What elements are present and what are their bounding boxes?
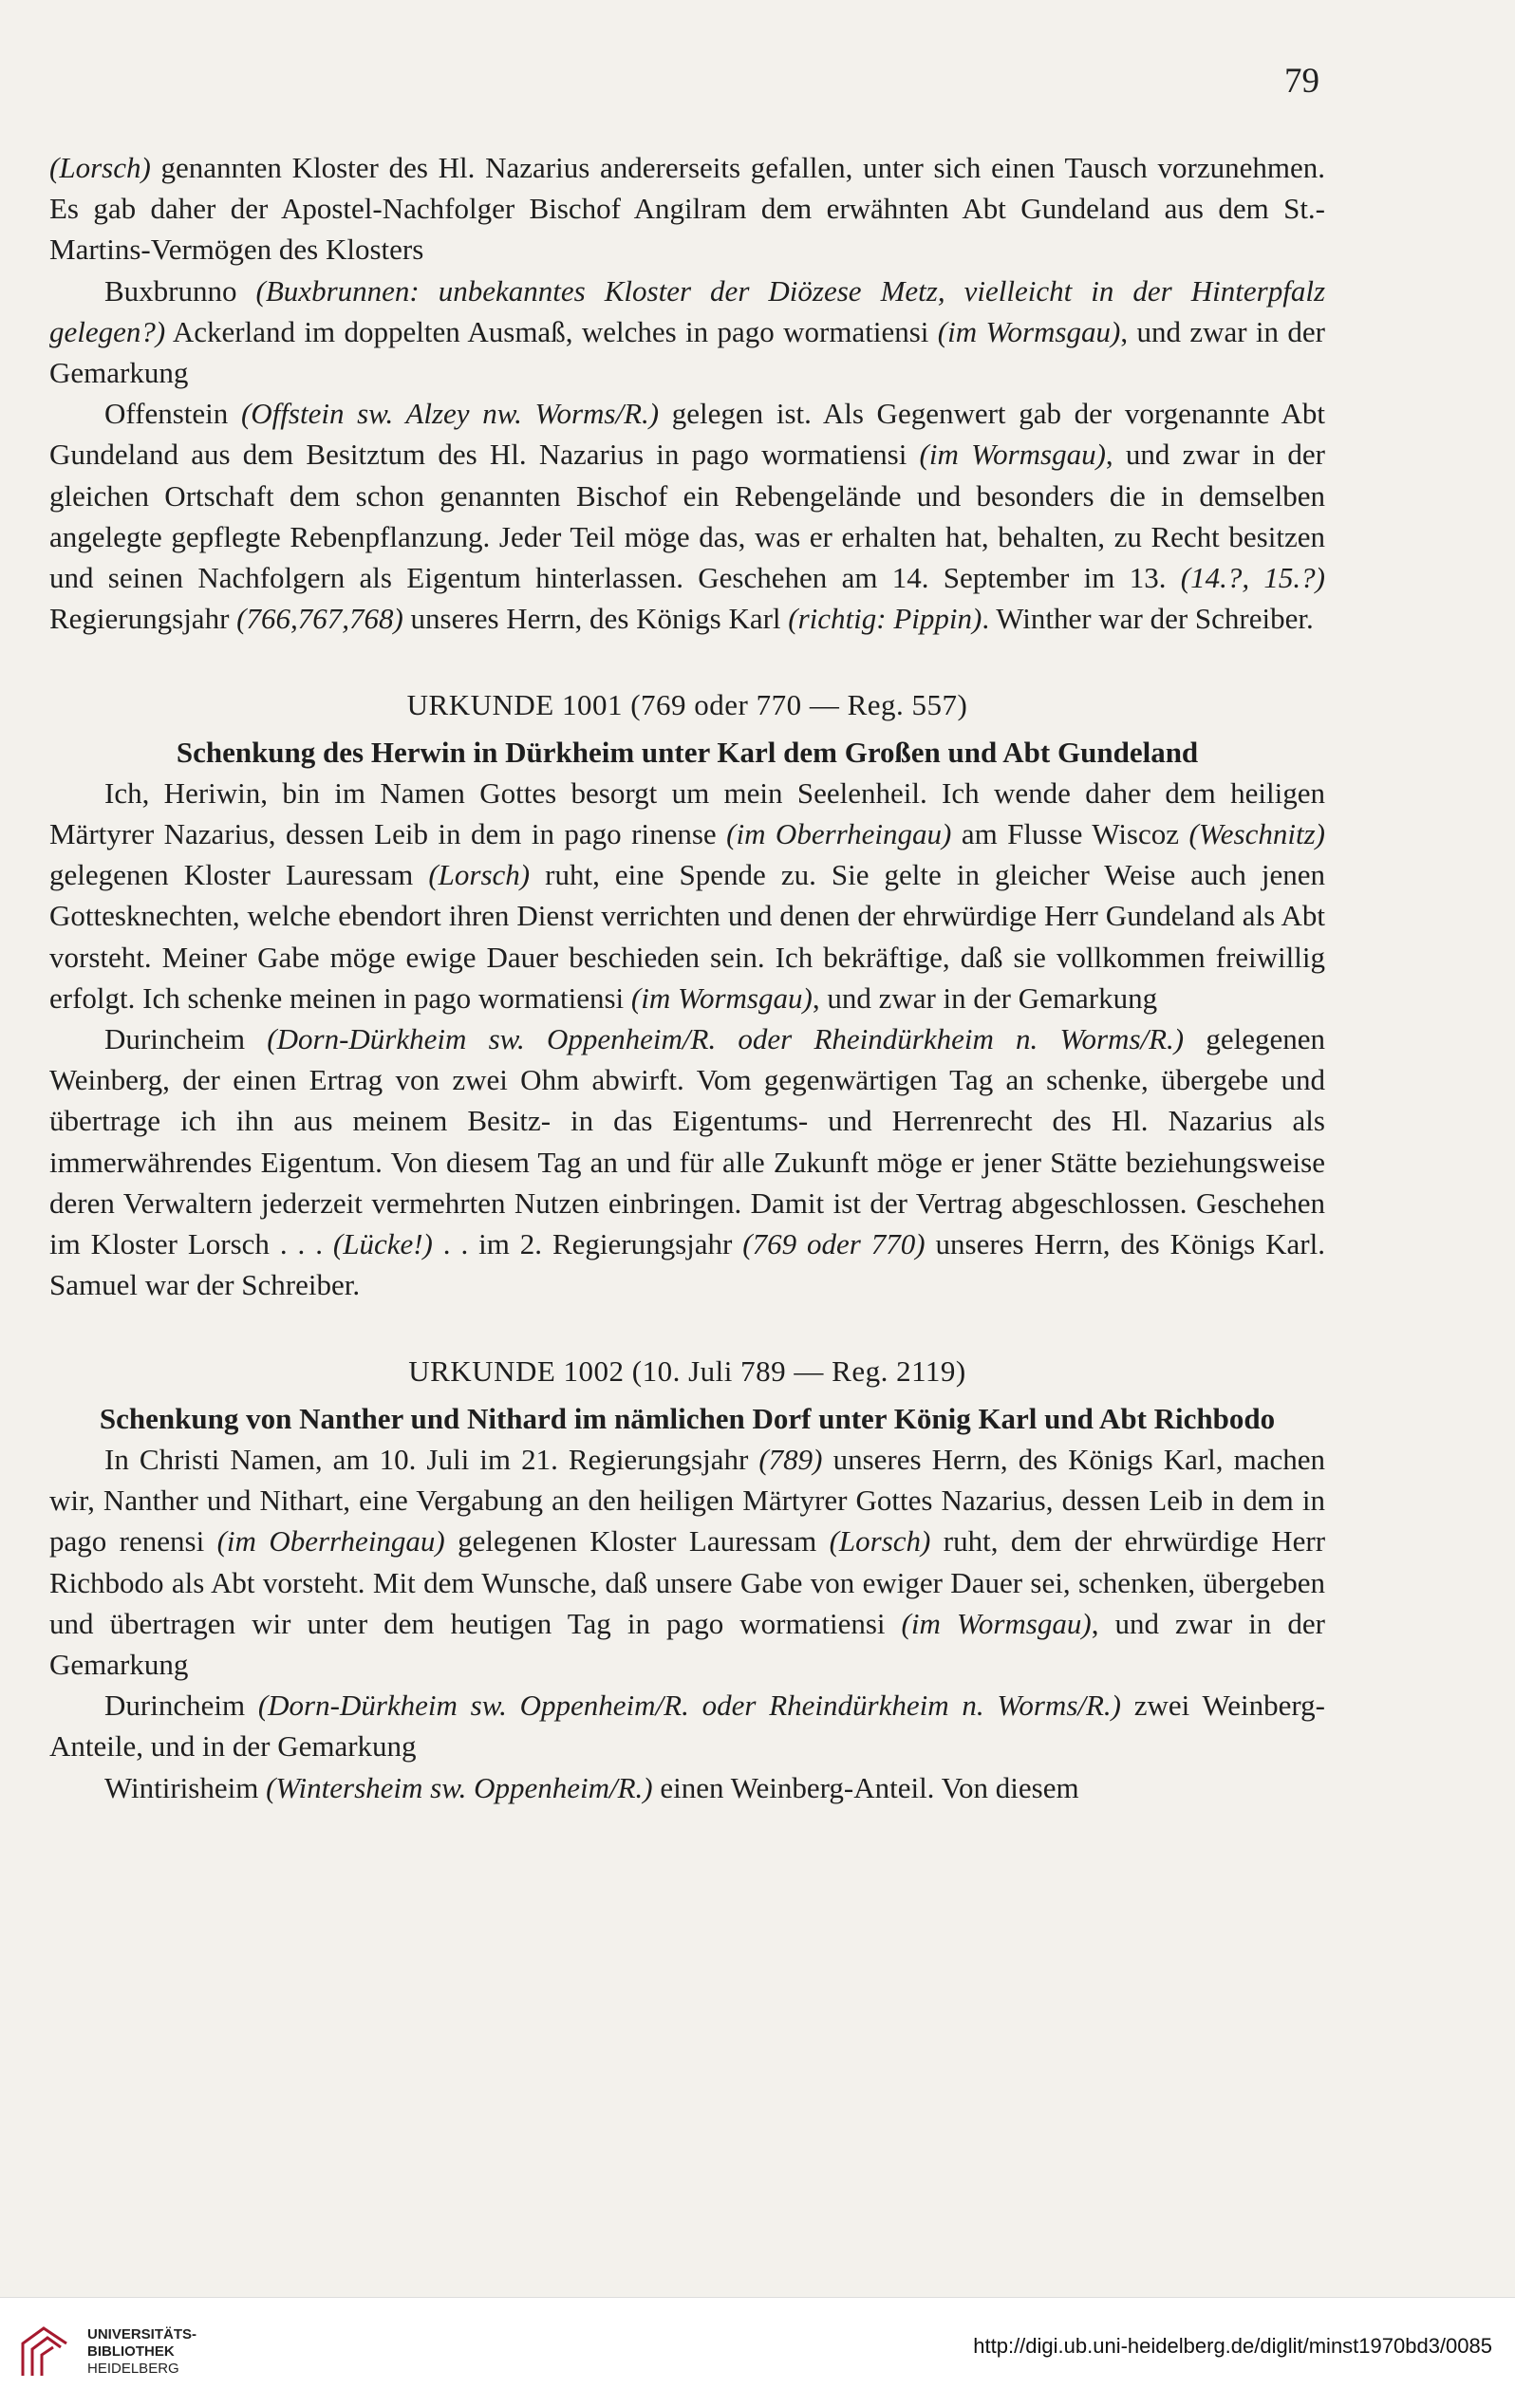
document-title: Schenkung von Nanther und Nithard im nämlichen Dorf unter König Karl und Abt Richbodo — [99, 1401, 1276, 1435]
document-title: Schenkung des Herwin in Dürkheim unter Karl dem Großen und Abt Gundeland — [176, 735, 1199, 769]
document-heading: URKUNDE 1001 (769 oder 770 — Reg. 557) — [406, 688, 968, 722]
university-library-logo-icon — [15, 2323, 74, 2381]
paragraph: Durincheim (Dorn-Dürkheim sw. Oppenheim/R. oder Rheindürkheim n. Worms/R.) gelegenen Weinberg, der einen Ertrag von zwei Ohm abwirft. Vom gegenwärtigen Tag an schenke, übergebe und übertrage ich ihn aus meinem Besitz- in das Eigentums- und Herrenrecht des Hl. Nazarius als immerwährendes Eigentum. Von diesem Tag an und für alle Zukunft möge er jener Stätte beziehungsweise deren Verwaltern jederzeit vermehrten Nutzen einbringen. Damit ist der Vertrag abgeschlossen. Geschehen im Kloster Lorsch . . . (Lücke!) . . im 2. Regierungsjahr (769 oder 770) unseres Herrn, des Königs Karl. Samuel war der Schreiber. — [49, 1022, 1326, 1302]
paragraph: (Lorsch) genannten Kloster des Hl. Nazarius andererseits gefallen, unter sich einen Tausch vorzunehmen. Es gab daher der Apostel-Nachfolger Bischof Angilram dem erwähnten Abt Gundeland aus dem St.-Martins-Vermögen des Klosters — [49, 151, 1325, 267]
paragraph: Buxbrunno (Buxbrunnen: unbekanntes Kloster der Diözese Metz, vielleicht in der Hinterpfalz gelegen?) Ackerland im doppelten Ausmaß, welches in pago wormatiensi (im Wormsgau), und zwar in der Gemarkung — [49, 273, 1326, 390]
permalink-url[interactable]: http://digi.ub.uni-heidelberg.de/diglit/minst1970bd3/0085 — [973, 2334, 1492, 2358]
paragraph: Wintirisheim (Wintersheim sw. Oppenheim/R.) einen Weinberg-Anteil. Von diesem — [104, 1770, 1079, 1804]
page-number: 79 — [1284, 62, 1319, 101]
paragraph: In Christi Namen, am 10. Juli im 21. Regierungsjahr (789) unseres Herrn, des Königs Karl, machen wir, Nanther und Nithart, eine Vergabung an den heiligen Märtyrer Gottes Nazarius, dessen Leib in dem in pago renensi (im Oberrheingau) gelegenen Kloster Lauressam (Lorsch) ruht, dem der ehrwürdige Herr Richbodo als Abt vorsteht. Mit dem Wunsche, daß unsere Gabe von ewiger Dauer sei, schenken, übergeben und übertragen wir unter dem heutigen Tag in pago wormatiensi (im Wormsgau), und zwar in der Gemarkung — [49, 1442, 1326, 1681]
paragraph: Ich, Heriwin, bin im Namen Gottes besorgt um mein Seelenheil. Ich wende daher dem heiligen Märtyrer Nazarius, dessen Leib in dem in pago rinense (im Oberrheingau) am Flusse Wiscoz (Weschnitz) gelegenen Kloster Lauressam (Lorsch) ruht, eine Spende zu. Sie gelte in gleicher Weise auch jenen Gottesknechten, welche ebendort ihren Dienst verrichten und denen der ehrwürdige Herr Gundeland als Abt vorsteht. Meiner Gabe möge ewige Dauer beschieden sein. Ich bekräftige, daß sie vollkommen freiwillig erfolgt. Ich schenke meinen in pago wormatiensi (im Wormsgau), und zwar in der Gemarkung — [49, 775, 1325, 1015]
urkunde-1001-section — [49, 684, 1325, 1305]
paragraph: Durincheim (Dorn-Dürkheim sw. Oppenheim/R. oder Rheindürkheim n. Worms/R.) zwei Weinberg-Anteile, und in der Gemarkung — [49, 1689, 1325, 1764]
document-heading: URKUNDE 1002 (10. Juli 789 — Reg. 2119) — [408, 1354, 966, 1389]
library-name-line: HEIDELBERG — [87, 2361, 179, 2377]
paragraph: Offenstein (Offstein sw. Alzey nw. Worms/R.) gelegen ist. Als Gegenwert gab der vorgenannte Abt Gundeland aus dem Besitztum des Hl. Nazarius in pago wormatiensi (im Wormsgau), und zwar in der gleichen Ortschaft dem schon genannten Bischof ein Rebengelände und besonders die in demselben angelegte gepflegte Rebenpflanzung. Jeder Teil möge das, was er erhalten hat, behalten, zu Recht besitzen und seinen Nachfolgern als Eigentum hinterlassen. Geschehen am 14. September im 13. (14.?, 15.?) Regierungsjahr (766,767,768) unseres Herrn, des Königs Karl (richtig: Pippin). Winther war der Schreiber. — [49, 397, 1326, 636]
viewer-footer — [0, 2297, 1515, 2408]
document-body — [49, 147, 1325, 1808]
intro-section — [49, 147, 1325, 639]
library-name-line: BIBLIOTHEK — [87, 2343, 175, 2360]
urkunde-1002-section — [49, 1351, 1325, 1807]
library-name — [87, 2326, 196, 2378]
library-name-line: UNIVERSITÄTS- — [87, 2326, 197, 2343]
